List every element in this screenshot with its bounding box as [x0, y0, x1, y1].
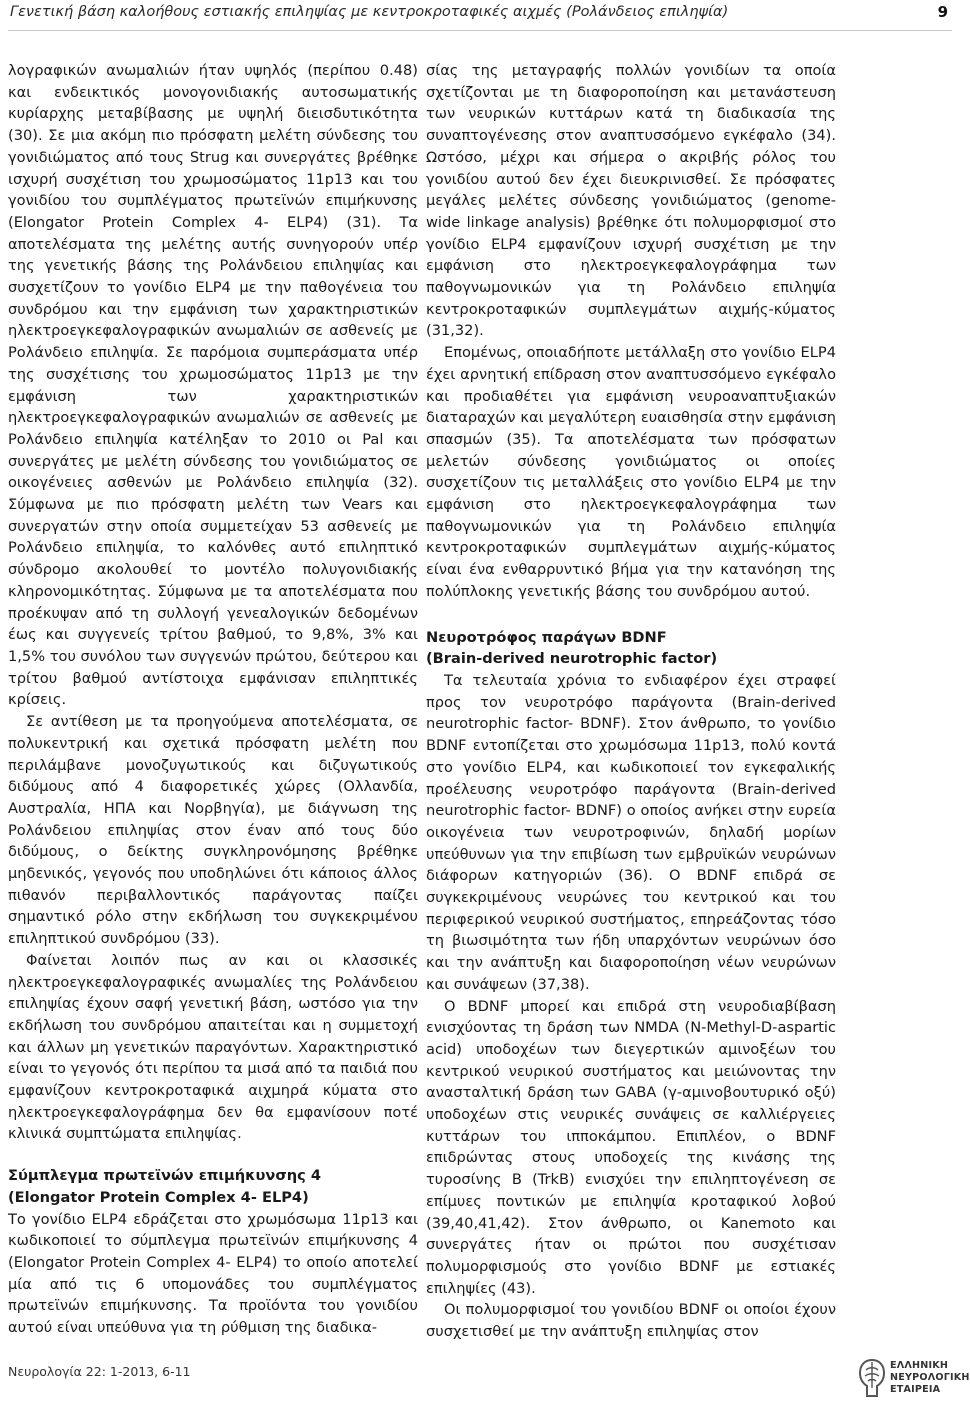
paragraph: Το γονίδιο ELP4 εδράζεται στο χρωμόσωμα 11p13 και κωδικοποιεί το σύμπλεγμα πρωτεϊνών επιμήκυνσης 4 (Elongator Protein Complex 4- ELP4) το οποίο αποτελεί μία από τις 6 υπομονάδες του συμπλέγματος πρωτεϊνών επιμήκυνσης. Τα προϊόντα του γονιδίου αυτού είναι υπεύθυνα για τη ρύθμιση της διαδικα- [8, 1210, 418, 1337]
paragraph: Επομένως, οποιαδήποτε μετάλλαξη στο γονίδιο ELP4 έχει αρνητική επίδραση στον αναπτυσσόμενο εγκέφαλο και προδιαθέτει για εμφάνιση νευροαναπτυξιακών διαταραχών και μεγαλύτερη ευαισθησία στην εμφάνιση σπασμών (35). Τα αποτελέσματα των πρόσφατων μελετών σύνδεσης γονιδιώματος οι οποίες συσχετίζουν τις μεταλλάξεις στο γονίδιο ELP4 με την εμφάνιση στο ηλεκτροεγκεφαλογράφημα των παθογνωμονικών για τη Ρολάνδειο επιληψία κεντροκροταφικών συμπλεγμάτων αιχμής-κύματος είναι ένα ενθαρρυντικό βήμα για την κατανόηση της πολύπλοκης γενετικής βάσης του συνδρόμου αυτού. [426, 344, 836, 600]
logo-text [890, 1360, 970, 1396]
header-divider [8, 30, 952, 31]
page-header [0, 0, 960, 30]
society-logo [858, 1356, 970, 1402]
paragraph: λογραφικών ανωμαλιών ήταν υψηλός (περίπου 0.48) και ενδεικτικός μονογονιδιακής αυτοσωματικής κυρίαρχης μεταβίβασης με υψηλή διεισδυτικότητα (30). Σε μια ακόμη πιο πρόσφατη μελέτη σύνδεσης του γονιδιώματος από τους Strug και συνεργάτες βρέθηκε ισχυρή συσχέτιση του χρωμοσώματος 11p13 και του γονιδίου του συμπλέγματος πρωτεϊνών επιμήκυνσης (Elongator Protein Complex 4- ELP4) (31). Τα αποτελέσματα της μελέτης αυτής συνηγορούν υπέρ της γενετικής βάσης της Ρολάνδειου επιληψίας και συσχετίζουν το γονίδιο ELP4 με την παθογένεια του συνδρόμου και την εμφάνιση των χαρακτηριστικών ηλεκτροεγκεφαλογραφικών ανωμαλιών σε ασθενείς με Ρολάνδειο επιληψία. Σε παρόμοια συμπεράσματα υπέρ της συσχέτισης του χρωμοσώματος 11p13 με την εμφάνιση των χαρακτηριστικών ηλεκτροεγκεφαλογραφικών ανωμαλιών σε ασθενείς με Ρολάνδειο επιληψία κατέληξαν το 2010 οι Pal και συνεργάτες με μελέτη σύνδεσης του γονιδιώματος σε οικογένειες ασθενών με Ρολάνδειο επιληψία (32). Σύμφωνα με πιο πρόσφατη μελέτη των Vears και συνεργατών στην οποία συμμετείχαν 53 ασθενείς με Ρολάνδειο επιληψία, το καλόνθες αυτό επιληπτικό σύνδρομο ακολουθεί το μοντέλο πολυγονιδιακής κληρονομικότητας. Σύμφωνα με τα αποτελέσματα που προέκυψαν από τη συλλογή γενεαλογικών δεδομένων έως και συγγενείς τρίτου βαθμού, το 9,8%, 3% και 1,5% του συνόλου των συγγενών πρώτου, δεύτερου και τρίτου βαθμού αντίστοιχα εμφάνισαν επιληπτικές κρίσεις. [8, 62, 418, 709]
paragraph: Φαίνεται λοιπόν πως αν και οι κλασσικές ηλεκτροεγκεφαλογραφικές ανωμαλίες της Ρολάνδειου επιληψίας έχουν σαφή γενετική βάση, ωστόσο για την εκδήλωση του συνδρόμου απαιτείται και η συμμετοχή και άλλων μη γενετικών παραγόντων. Χαρακτηριστικό είναι το γεγονός ότι περίπου τα μισά από τα παιδιά που εμφανίζουν κεντροκροταφικά αιχμηρά κύματα στο ηλεκτροεγκεφαλογράφημα δεν θα εμφανίσουν ποτέ κλινικά συμπτώματα επιληψίας. [8, 951, 418, 1143]
running-title: Γενετική βάση καλοήθους εστιακής επιληψίας με κεντροκροταφικές αιχμές (Ρολάνδειος επιληψία) [10, 4, 729, 20]
heading-line: Σύμπλεγμα πρωτεϊνών επιμήκυνσης 4 [8, 1167, 321, 1185]
paragraph: Σε αντίθεση με τα προηγούμενα αποτελέσματα, σε πολυκεντρική και σχετικά πρόσφατη μελέτη που περιλάμβανε μονοζυγωτικούς και διζυγωτικούς διδύμους από 4 διαφορετικές χώρες (Ολλανδία, Αυστραλία, ΗΠΑ και Νορβηγία), με διάγνωση της Ρολάνδειου επιληψίας στον έναν από τους δύο διδύμους, ο δείκτης συγκληρονόμησης βρέθηκε μηδενικός, γεγονός που υποδηλώνει ότι κάποιος άλλος πιθανόν περιβαλλοντικός παράγοντας παίζει σημαντικό ρόλο στην εκδήλωση του συγκεκριμένου επιληπτικού συνδρόμου (33). [8, 713, 418, 948]
logo-line: ΕΤΑΙΡΕΙΑ [890, 1384, 941, 1395]
section-heading-bdnf [426, 627, 836, 670]
heading-line: Νευροτρόφος παράγων BDNF [426, 628, 667, 646]
paragraph: σίας της μεταγραφής πολλών γονιδίων τα οποία σχετίζονται με τη διαφοροποίηση και μετανάστευση των νευρικών κυττάρων κατά τη διαδικασία της συναπτογένεσης στον αναπτυσσόμενο εγκέφαλο (34). Ωστόσο, μέχρι και σήμερα ο ακριβής ρόλος του γονιδίου αυτού δεν έχει διευκρινισθεί. Σε πρόσφατες μεγάλες μελέτες σύνδεσης γονιδιώματος (genome-wide linkage analysis) βρέθηκε ότι πολυμορφισμοί στο γονίδιο ELP4 εμφανίζουν ισχυρή συσχέτιση με την εμφάνιση στο ηλεκτροεγκεφαλογράφημα των παθογνωμονικών για τη Ρολάνδειο επιληψία κεντροκροταφικών συμπλεγμάτων αιχμής-κύματος (31,32). [426, 62, 836, 340]
section-heading-elp4 [8, 1165, 418, 1208]
logo-line: ΝΕΥΡΟΛΟΓΙΚΗ [890, 1372, 970, 1383]
paragraph: Ο BDNF μπορεί και επιδρά στη νευροδιαβίβαση ενισχύοντας τη δράση των NMDA (N-Methyl-D-aspartic acid) υποδοχέων των διεγερτικών αμινοξέων του κεντρικού νευρικού συστήματος και μειώνοντας την ανασταλτική δράση των GABA (γ-αμινοβουτυρικό οξύ) υποδοχέων στις νευρικές συνάψεις σε καλλιέργειες κυττάρων του ιπποκάμπου. Επιπλέον, ο BDNF επιδρώντας στους υποδοχείς της κινάσης της τυροσίνης B (TrkB) ενισχύει την επιληπτογένεση σε επίμυες ποντικών με επιληψία κροταφικού λοβού (39,40,41,42). Στον άνθρωπο, οι Kanemoto και συνεργάτες ήταν οι πρώτοι που συσχέτισαν πολυμορφισμούς στο γονίδιο BDNF με εστιακές επιληψίες (43). [426, 997, 836, 1297]
right-column [426, 60, 836, 1343]
journal-citation: Νευρολογία 22: 1-2013, 6-11 [8, 1364, 191, 1379]
brain-logo-icon [858, 1358, 886, 1398]
heading-line: (Brain-derived neurotrophic factor) [426, 650, 718, 668]
heading-line: (Elongator Protein Complex 4- ELP4) [8, 1188, 309, 1206]
logo-line: ΕΛΛΗΝΙΚΗ [890, 1360, 949, 1371]
paragraph: Οι πολυμορφισμοί του γονιδίου BDNF οι οποίοι έχουν συσχετισθεί με την ανάπτυξη επιληψίας στον [426, 1301, 836, 1341]
page-number: 9 [937, 3, 948, 21]
left-column [8, 60, 418, 1339]
paragraph: Τα τελευταία χρόνια το ενδιαφέρον έχει στραφεί προς τον νευροτρόφο παράγοντα (Brain-derived neurotrophic factor- BDNF). Στον άνθρωπο, το γονίδιο BDNF εντοπίζεται στο χρωμόσωμα 11p13, πολύ κοντά στο γονίδιο ELP4, και κωδικοποιεί τον εγκεφαλικής προέλευσης νευροτρόφο παράγοντα (Brain-derived neurotrophic factor- BDNF) ο οποίος ανήκει στην ευρεία οικογένεια των νευροτροφινών, δηλαδή μορίων υπεύθυνων για την επιβίωση των εμβρυϊκών νευρώνων διάφορων κατηγοριών (36). Ο BDNF επιδρά σε συγκεκριμένους νευρώνες του κεντρικού και του περιφερικού νευρικού συστήματος, επηρεάζοντας τόσο τη βιωσιμότητα των ήδη υπαρχόντων νευρώνων όσο και την ανάπτυξη και διαφοροποίηση νέων νευρώνων και συνάψεων (37,38). [426, 671, 836, 993]
